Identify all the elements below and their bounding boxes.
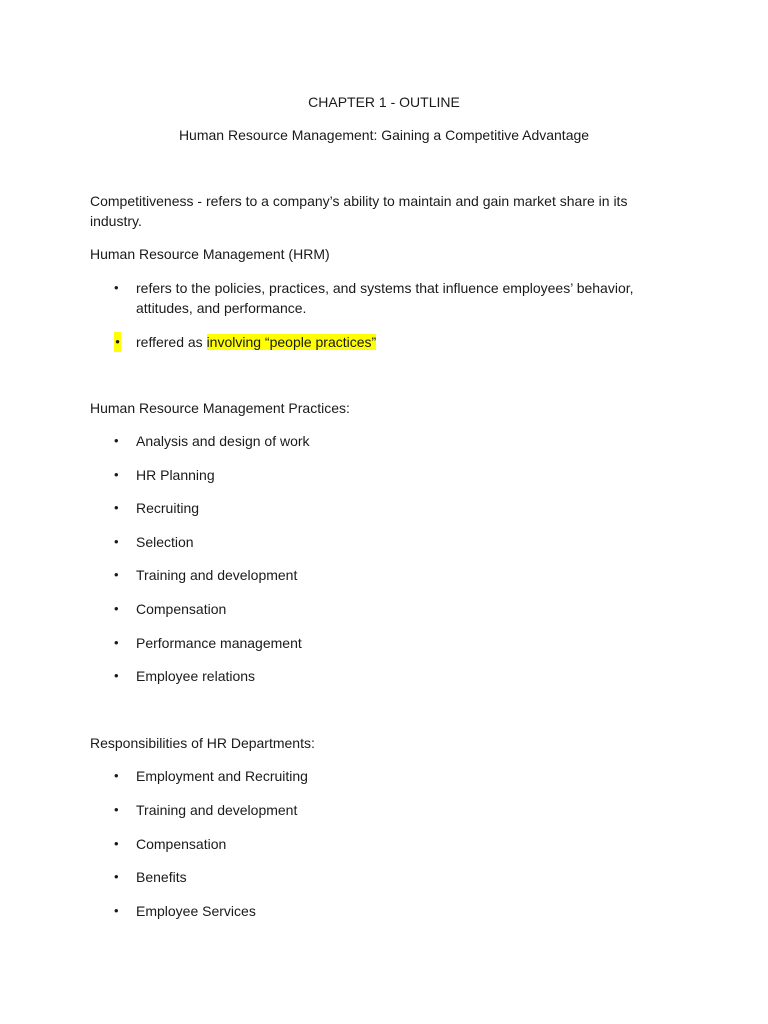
bullet-icon: •	[114, 869, 119, 884]
list-item-text: Benefits	[136, 869, 187, 885]
bullet-icon: •	[114, 467, 119, 482]
list-item-text: Performance management	[136, 635, 302, 651]
competitiveness-paragraph	[90, 191, 650, 231]
list-item-text: Employment and Recruiting	[136, 768, 308, 784]
list-item-text: Training and development	[136, 802, 298, 818]
list-item-text	[136, 332, 646, 352]
bullet-icon: •	[114, 332, 121, 352]
list-item-text: Selection	[136, 534, 194, 550]
bullet-icon: •	[114, 601, 119, 616]
bullet-icon: •	[114, 635, 119, 650]
bullet-icon: •	[114, 567, 119, 582]
bullet-icon: •	[114, 836, 119, 851]
list-item-text: Compensation	[136, 836, 227, 852]
highlighted-text: involving “people practices”	[206, 334, 377, 350]
chapter-title: CHAPTER 1 - OUTLINE	[308, 94, 460, 110]
bullet-icon: •	[114, 903, 119, 918]
bullet-icon: •	[114, 433, 119, 448]
list-item-text: Training and development	[136, 567, 298, 583]
list-item-text: Analysis and design of work	[136, 433, 310, 449]
responsibilities-heading: Responsibilities of HR Departments:	[90, 735, 315, 751]
list-item-text: refers to the policies, practices, and systems that influence employees’ behavior, attitudes, and performance.	[136, 280, 634, 316]
hrm-heading: Human Resource Management (HRM)	[90, 246, 330, 262]
bullet-icon: •	[114, 668, 119, 683]
list-item-text: Recruiting	[136, 500, 200, 516]
bullet-icon: •	[114, 280, 119, 295]
bullet-icon: •	[114, 768, 119, 783]
list-item-text: HR Planning	[136, 467, 215, 483]
practices-heading: Human Resource Management Practices:	[90, 400, 350, 416]
list-item-text: Employee relations	[136, 668, 256, 684]
competitiveness-term: Competitiveness	[90, 193, 194, 209]
list-item-text: Employee Services	[136, 903, 256, 919]
bullet-icon: •	[114, 500, 119, 515]
list-item-text: Compensation	[136, 601, 227, 617]
chapter-subtitle: Human Resource Management: Gaining a Competitive Advantage	[178, 127, 590, 143]
competitiveness-definition: - refers to a company’s ability to maintain and gain market share in its industry.	[90, 193, 628, 229]
list-item-prefix: reffered as	[136, 334, 207, 350]
bullet-icon: •	[114, 802, 119, 817]
bullet-icon: •	[114, 534, 119, 549]
